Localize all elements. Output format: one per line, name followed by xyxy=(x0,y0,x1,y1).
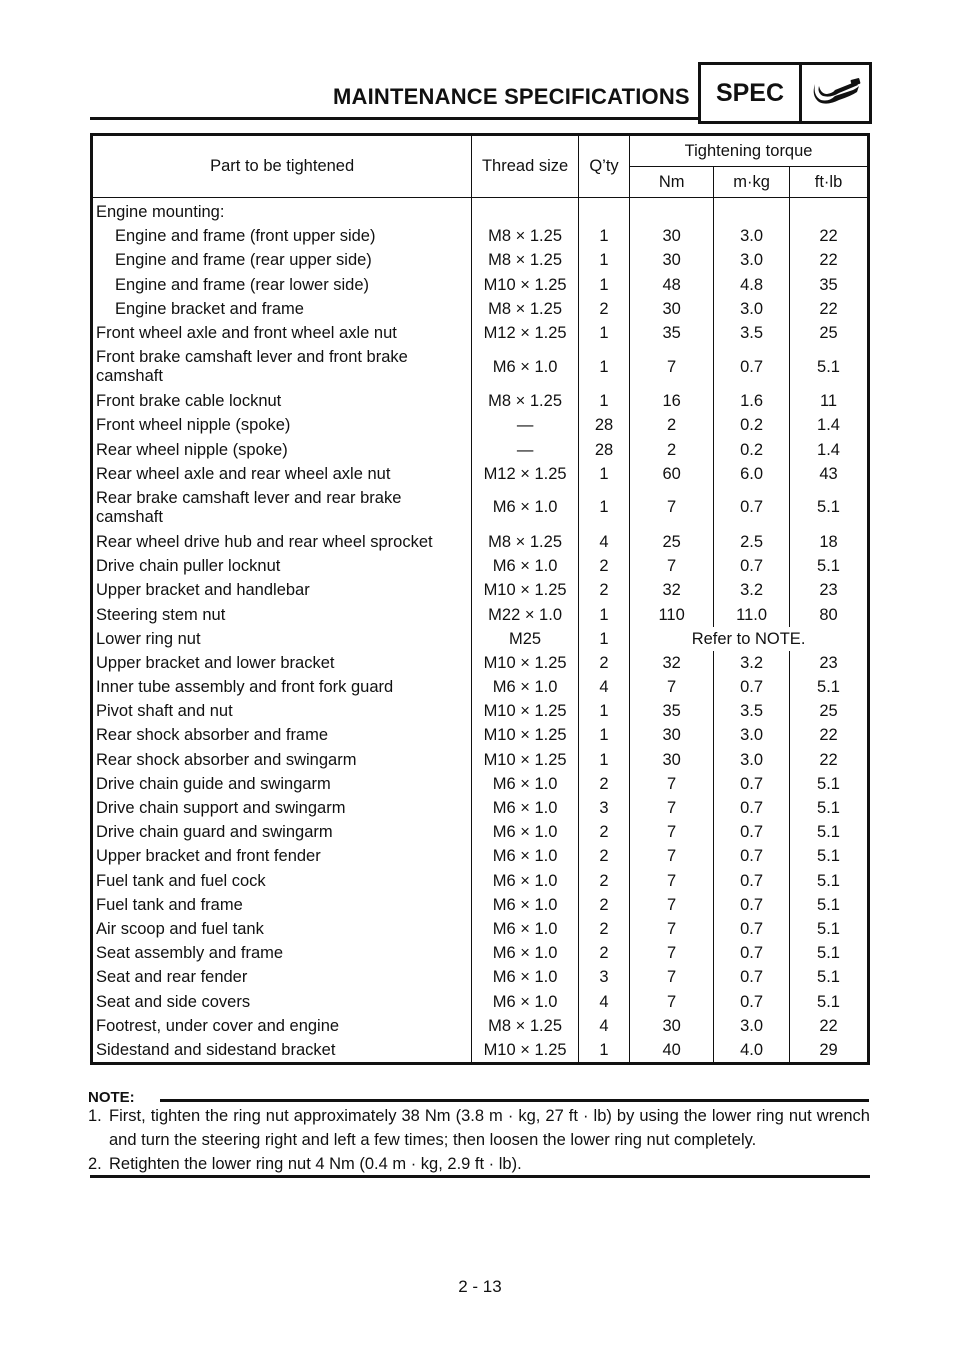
table-row xyxy=(92,989,869,1013)
cell-qty: 1 xyxy=(578,462,629,486)
cell-ftlb: 22 xyxy=(819,1016,838,1035)
cell-qty: 2 xyxy=(578,893,629,917)
cell-thread: M10 × 1.25 xyxy=(472,578,579,602)
table-row xyxy=(92,1038,869,1064)
cell-nm: 35 xyxy=(630,321,714,345)
cell-qty: 3 xyxy=(578,965,629,989)
cell-ftlb: 23 xyxy=(819,653,838,672)
cell-qty: 2 xyxy=(578,820,629,844)
part-line-2: camshaft xyxy=(96,367,163,386)
part-line-1: Front brake camshaft lever and front brake xyxy=(96,348,408,367)
table-row xyxy=(92,530,869,554)
table-row xyxy=(92,820,869,844)
cell-ftlb: 29 xyxy=(819,1040,838,1059)
cell-thread: M22 × 1.0 xyxy=(472,602,579,626)
cell-ftlb: 5.1 xyxy=(817,847,840,866)
cell-thread: M8 × 1.25 xyxy=(472,297,579,321)
cell-qty: 4 xyxy=(578,989,629,1013)
cell-ftlb: 22 xyxy=(819,299,838,318)
cell-qty: 1 xyxy=(578,1038,629,1064)
cell-thread: M6 × 1.0 xyxy=(472,345,579,389)
cell-mkg: 0.7 xyxy=(714,796,790,820)
cell-ftlb: 5.1 xyxy=(817,799,840,818)
cell-nm: 7 xyxy=(630,345,714,389)
cell-ftlb: 80 xyxy=(819,605,838,624)
cell-mkg: 0.7 xyxy=(714,820,790,844)
section-label: Engine mounting: xyxy=(92,198,472,225)
spec-badge xyxy=(698,62,872,124)
cell-part: Front brake cable locknut xyxy=(92,389,472,413)
cell-mkg: 0.7 xyxy=(714,965,790,989)
cell-nm: 30 xyxy=(630,248,714,272)
cell-part: Steering stem nut xyxy=(92,602,472,626)
col-header-thread: Thread size xyxy=(472,135,579,198)
cell-thread: M25 xyxy=(472,627,579,651)
table-row xyxy=(92,893,869,917)
cell-nm: 7 xyxy=(630,844,714,868)
cell-mkg: 3.0 xyxy=(714,224,790,248)
cell-mkg: 0.7 xyxy=(714,772,790,796)
cell-thread: M6 × 1.0 xyxy=(472,869,579,893)
cell-ftlb: 25 xyxy=(819,324,838,343)
cell-mkg: 11.0 xyxy=(714,602,790,626)
table-row xyxy=(92,869,869,893)
cell-part: Seat assembly and frame xyxy=(92,941,472,965)
cell-mkg: 3.5 xyxy=(714,321,790,345)
note-item xyxy=(88,1104,870,1152)
cell-nm: 30 xyxy=(630,224,714,248)
cell-mkg: 0.7 xyxy=(714,486,790,530)
cell-thread: M6 × 1.0 xyxy=(472,486,579,530)
cell-qty: 2 xyxy=(578,651,629,675)
cell-nm: 7 xyxy=(630,941,714,965)
cell-part: Pivot shaft and nut xyxy=(92,699,472,723)
cell-thread: M6 × 1.0 xyxy=(472,965,579,989)
cell-part xyxy=(92,486,472,530)
cell-part: Lower ring nut xyxy=(92,627,472,651)
cell-thread: M6 × 1.0 xyxy=(472,820,579,844)
cell-part: Seat and side covers xyxy=(92,989,472,1013)
cell-part: Rear wheel axle and rear wheel axle nut xyxy=(92,462,472,486)
cell-qty: 1 xyxy=(578,321,629,345)
cell-mkg: 3.2 xyxy=(714,578,790,602)
note-rule xyxy=(160,1099,869,1102)
cell-part: Engine and frame (front upper side) xyxy=(92,224,472,248)
cell-mkg: 0.7 xyxy=(714,844,790,868)
cell-qty: 28 xyxy=(578,438,629,462)
table-row xyxy=(92,844,869,868)
cell-nm: 7 xyxy=(630,869,714,893)
cell-nm: 30 xyxy=(630,1014,714,1038)
note-label: NOTE: xyxy=(88,1089,135,1106)
table-row xyxy=(92,486,869,530)
cell-mkg: 3.0 xyxy=(714,297,790,321)
col-header-nm: Nm xyxy=(630,167,714,198)
cell-nm: 7 xyxy=(630,989,714,1013)
cell-ftlb: 43 xyxy=(819,464,838,483)
wrench-icon xyxy=(802,65,869,121)
cell-part: Front wheel nipple (spoke) xyxy=(92,413,472,437)
cell-mkg: 0.2 xyxy=(714,413,790,437)
cell-part: Drive chain guard and swingarm xyxy=(92,820,472,844)
cell-thread: M6 × 1.0 xyxy=(472,941,579,965)
cell-qty: 2 xyxy=(578,772,629,796)
cell-thread: — xyxy=(472,438,579,462)
cell-mkg: 0.7 xyxy=(714,917,790,941)
table-row xyxy=(92,723,869,747)
cell-part: Rear shock absorber and swingarm xyxy=(92,748,472,772)
cell-ftlb: 5.1 xyxy=(817,774,840,793)
cell-part: Front wheel axle and front wheel axle nut xyxy=(92,321,472,345)
cell-part: Fuel tank and fuel cock xyxy=(92,869,472,893)
table-row xyxy=(92,1014,869,1038)
cell-part: Seat and rear fender xyxy=(92,965,472,989)
cell-mkg: 0.7 xyxy=(714,345,790,389)
table-row xyxy=(92,699,869,723)
cell-nm: 32 xyxy=(630,578,714,602)
cell-thread: M12 × 1.25 xyxy=(472,321,579,345)
cell-part: Engine bracket and frame xyxy=(92,297,472,321)
cell-part: Sidestand and sidestand bracket xyxy=(92,1038,472,1064)
cell-mkg: 4.8 xyxy=(714,273,790,297)
cell-thread: M6 × 1.0 xyxy=(472,675,579,699)
cell-qty: 2 xyxy=(578,869,629,893)
cell-qty: 1 xyxy=(578,345,629,389)
cell-nm: 30 xyxy=(630,748,714,772)
cell-part: Upper bracket and handlebar xyxy=(92,578,472,602)
table-row xyxy=(92,321,869,345)
cell-qty: 1 xyxy=(578,699,629,723)
cell-ftlb: 1.4 xyxy=(817,416,840,435)
table-row xyxy=(92,554,869,578)
cell-note: Refer to NOTE. xyxy=(691,629,806,648)
cell-thread: M6 × 1.0 xyxy=(472,796,579,820)
cell-nm: 7 xyxy=(630,965,714,989)
cell-thread: — xyxy=(472,413,579,437)
cell-ftlb: 5.1 xyxy=(817,357,840,376)
cell-qty: 1 xyxy=(578,627,629,651)
table-row xyxy=(92,772,869,796)
cell-mkg: 6.0 xyxy=(714,462,790,486)
col-header-ftlb: ft·lb xyxy=(790,167,869,198)
cell-nm: 2 xyxy=(630,413,714,437)
cell-ftlb: 11 xyxy=(819,392,838,411)
note-item xyxy=(88,1152,870,1176)
cell-part: Engine and frame (rear upper side) xyxy=(92,248,472,272)
cell-thread: M6 × 1.0 xyxy=(472,989,579,1013)
cell-ftlb: 5.1 xyxy=(817,823,840,842)
cell-ftlb: 5.1 xyxy=(817,895,840,914)
cell-nm: 7 xyxy=(630,917,714,941)
table-row xyxy=(92,413,869,437)
cell-ftlb: 22 xyxy=(819,227,838,246)
note-body xyxy=(88,1104,870,1176)
cell-ftlb: 22 xyxy=(819,750,838,769)
spec-label: SPEC xyxy=(701,65,802,121)
cell-qty: 2 xyxy=(578,917,629,941)
cell-part xyxy=(92,345,472,389)
cell-qty: 1 xyxy=(578,224,629,248)
cell-nm: 7 xyxy=(630,675,714,699)
cell-part: Rear wheel nipple (spoke) xyxy=(92,438,472,462)
table-row xyxy=(92,965,869,989)
cell-ftlb: 1.4 xyxy=(817,440,840,459)
table-row xyxy=(92,273,869,297)
cell-thread: M6 × 1.0 xyxy=(472,772,579,796)
cell-nm: 48 xyxy=(630,273,714,297)
cell-thread: M8 × 1.25 xyxy=(472,248,579,272)
table-row xyxy=(92,345,869,389)
cell-part: Drive chain support and swingarm xyxy=(92,796,472,820)
col-header-part: Part to be tightened xyxy=(92,135,472,198)
cell-part: Drive chain puller locknut xyxy=(92,554,472,578)
table-row xyxy=(92,248,869,272)
cell-mkg: 0.7 xyxy=(714,869,790,893)
note-number: 1. xyxy=(88,1107,102,1125)
cell-thread: M8 × 1.25 xyxy=(472,224,579,248)
cell-ftlb: 5.1 xyxy=(817,871,840,890)
table-row xyxy=(92,198,869,225)
cell-ftlb: 22 xyxy=(819,251,838,270)
cell-ftlb: 25 xyxy=(819,702,838,721)
table-row xyxy=(92,462,869,486)
cell-mkg: 0.7 xyxy=(714,989,790,1013)
cell-part: Air scoop and fuel tank xyxy=(92,917,472,941)
cell-qty: 2 xyxy=(578,941,629,965)
cell-mkg: 3.0 xyxy=(714,248,790,272)
cell-thread: M8 × 1.25 xyxy=(472,389,579,413)
cell-ftlb: 22 xyxy=(819,726,838,745)
cell-thread: M12 × 1.25 xyxy=(472,462,579,486)
cell-mkg: 3.0 xyxy=(714,1014,790,1038)
cell-nm: 7 xyxy=(630,893,714,917)
cell-nm: 7 xyxy=(630,554,714,578)
cell-part: Rear shock absorber and frame xyxy=(92,723,472,747)
cell-part: Fuel tank and frame xyxy=(92,893,472,917)
table-row xyxy=(92,578,869,602)
cell-mkg: 0.7 xyxy=(714,941,790,965)
cell-nm: 7 xyxy=(630,772,714,796)
cell-nm: 25 xyxy=(630,530,714,554)
col-header-qty: Q’ty xyxy=(578,135,629,198)
cell-part: Footrest, under cover and engine xyxy=(92,1014,472,1038)
cell-mkg: 3.2 xyxy=(714,651,790,675)
cell-thread: M6 × 1.0 xyxy=(472,554,579,578)
note-bottom-rule xyxy=(90,1175,870,1178)
cell-mkg: 2.5 xyxy=(714,530,790,554)
cell-ftlb: 23 xyxy=(819,581,838,600)
page-number: 2 - 13 xyxy=(458,1277,502,1296)
table-row xyxy=(92,627,869,651)
cell-nm: 7 xyxy=(630,486,714,530)
cell-nm: 35 xyxy=(630,699,714,723)
cell-part: Upper bracket and lower bracket xyxy=(92,651,472,675)
table-row xyxy=(92,748,869,772)
cell-nm: 110 xyxy=(630,602,714,626)
cell-qty: 2 xyxy=(578,844,629,868)
cell-qty: 4 xyxy=(578,675,629,699)
cell-part: Upper bracket and front fender xyxy=(92,844,472,868)
cell-ftlb: 5.1 xyxy=(817,944,840,963)
cell-mkg: 0.7 xyxy=(714,675,790,699)
cell-qty: 4 xyxy=(578,530,629,554)
table-row xyxy=(92,796,869,820)
cell-nm: 7 xyxy=(630,796,714,820)
cell-qty: 1 xyxy=(578,389,629,413)
cell-part: Inner tube assembly and front fork guard xyxy=(92,675,472,699)
cell-qty: 2 xyxy=(578,578,629,602)
part-line-2: camshaft xyxy=(96,507,163,526)
cell-qty: 1 xyxy=(578,723,629,747)
cell-nm: 7 xyxy=(630,820,714,844)
cell-ftlb: 5.1 xyxy=(817,919,840,938)
cell-qty: 1 xyxy=(578,273,629,297)
cell-thread: M10 × 1.25 xyxy=(472,273,579,297)
cell-nm: 16 xyxy=(630,389,714,413)
cell-thread: M6 × 1.0 xyxy=(472,893,579,917)
cell-mkg: 3.0 xyxy=(714,748,790,772)
cell-ftlb: 5.1 xyxy=(817,968,840,987)
cell-qty: 3 xyxy=(578,796,629,820)
note-number: 2. xyxy=(88,1155,102,1173)
cell-thread: M8 × 1.25 xyxy=(472,530,579,554)
table-row xyxy=(92,917,869,941)
cell-qty: 2 xyxy=(578,554,629,578)
note-text: Retighten the lower ring nut 4 Nm (0.4 m · kg, 2.9 ft · lb). xyxy=(109,1155,522,1173)
header-rule xyxy=(90,117,698,120)
cell-qty: 2 xyxy=(578,297,629,321)
cell-thread: M10 × 1.25 xyxy=(472,651,579,675)
cell-qty: 1 xyxy=(578,248,629,272)
cell-ftlb: 35 xyxy=(819,275,838,294)
table-row xyxy=(92,602,869,626)
cell-nm: 32 xyxy=(630,651,714,675)
cell-thread: M10 × 1.25 xyxy=(472,748,579,772)
cell-mkg: 3.5 xyxy=(714,699,790,723)
cell-ftlb: 18 xyxy=(819,532,838,551)
cell-qty: 1 xyxy=(578,486,629,530)
cell-mkg: 4.0 xyxy=(714,1038,790,1064)
table-row xyxy=(92,389,869,413)
cell-qty: 4 xyxy=(578,1014,629,1038)
col-header-torque: Tightening torque xyxy=(630,135,869,167)
col-header-mkg: m·kg xyxy=(714,167,790,198)
cell-thread: M10 × 1.25 xyxy=(472,699,579,723)
cell-nm: 40 xyxy=(630,1038,714,1064)
cell-thread: M8 × 1.25 xyxy=(472,1014,579,1038)
cell-thread: M6 × 1.0 xyxy=(472,917,579,941)
table-row xyxy=(92,675,869,699)
cell-nm: 2 xyxy=(630,438,714,462)
page-title: MAINTENANCE SPECIFICATIONS xyxy=(333,84,690,109)
cell-qty: 1 xyxy=(578,602,629,626)
cell-thread: M10 × 1.25 xyxy=(472,723,579,747)
cell-part: Drive chain guide and swingarm xyxy=(92,772,472,796)
cell-ftlb: 5.1 xyxy=(817,992,840,1011)
note-text: First, tighten the ring nut approximately 38 Nm (3.8 m · kg, 27 ft · lb) by using the lower ring nut wrench and turn the steering right and left a few times; then loosen the lower ring nut completely. xyxy=(109,1107,870,1149)
cell-mkg: 0.2 xyxy=(714,438,790,462)
table-row xyxy=(92,224,869,248)
table-row xyxy=(92,297,869,321)
cell-part: Engine and frame (rear lower side) xyxy=(92,273,472,297)
cell-nm: 30 xyxy=(630,297,714,321)
torque-spec-table xyxy=(90,133,870,1065)
cell-nm: 60 xyxy=(630,462,714,486)
cell-nm: 30 xyxy=(630,723,714,747)
cell-qty: 1 xyxy=(578,748,629,772)
cell-ftlb: 5.1 xyxy=(817,498,840,517)
cell-mkg: 3.0 xyxy=(714,723,790,747)
table-row xyxy=(92,651,869,675)
cell-thread: M10 × 1.25 xyxy=(472,1038,579,1064)
cell-qty: 28 xyxy=(578,413,629,437)
part-line-1: Rear brake camshaft lever and rear brake xyxy=(96,488,402,507)
cell-mkg: 1.6 xyxy=(714,389,790,413)
table-row xyxy=(92,941,869,965)
cell-ftlb: 5.1 xyxy=(817,678,840,697)
table-row xyxy=(92,438,869,462)
cell-thread: M6 × 1.0 xyxy=(472,844,579,868)
cell-ftlb: 5.1 xyxy=(817,557,840,576)
cell-mkg: 0.7 xyxy=(714,893,790,917)
cell-mkg: 0.7 xyxy=(714,554,790,578)
cell-part: Rear wheel drive hub and rear wheel sprocket xyxy=(92,530,472,554)
